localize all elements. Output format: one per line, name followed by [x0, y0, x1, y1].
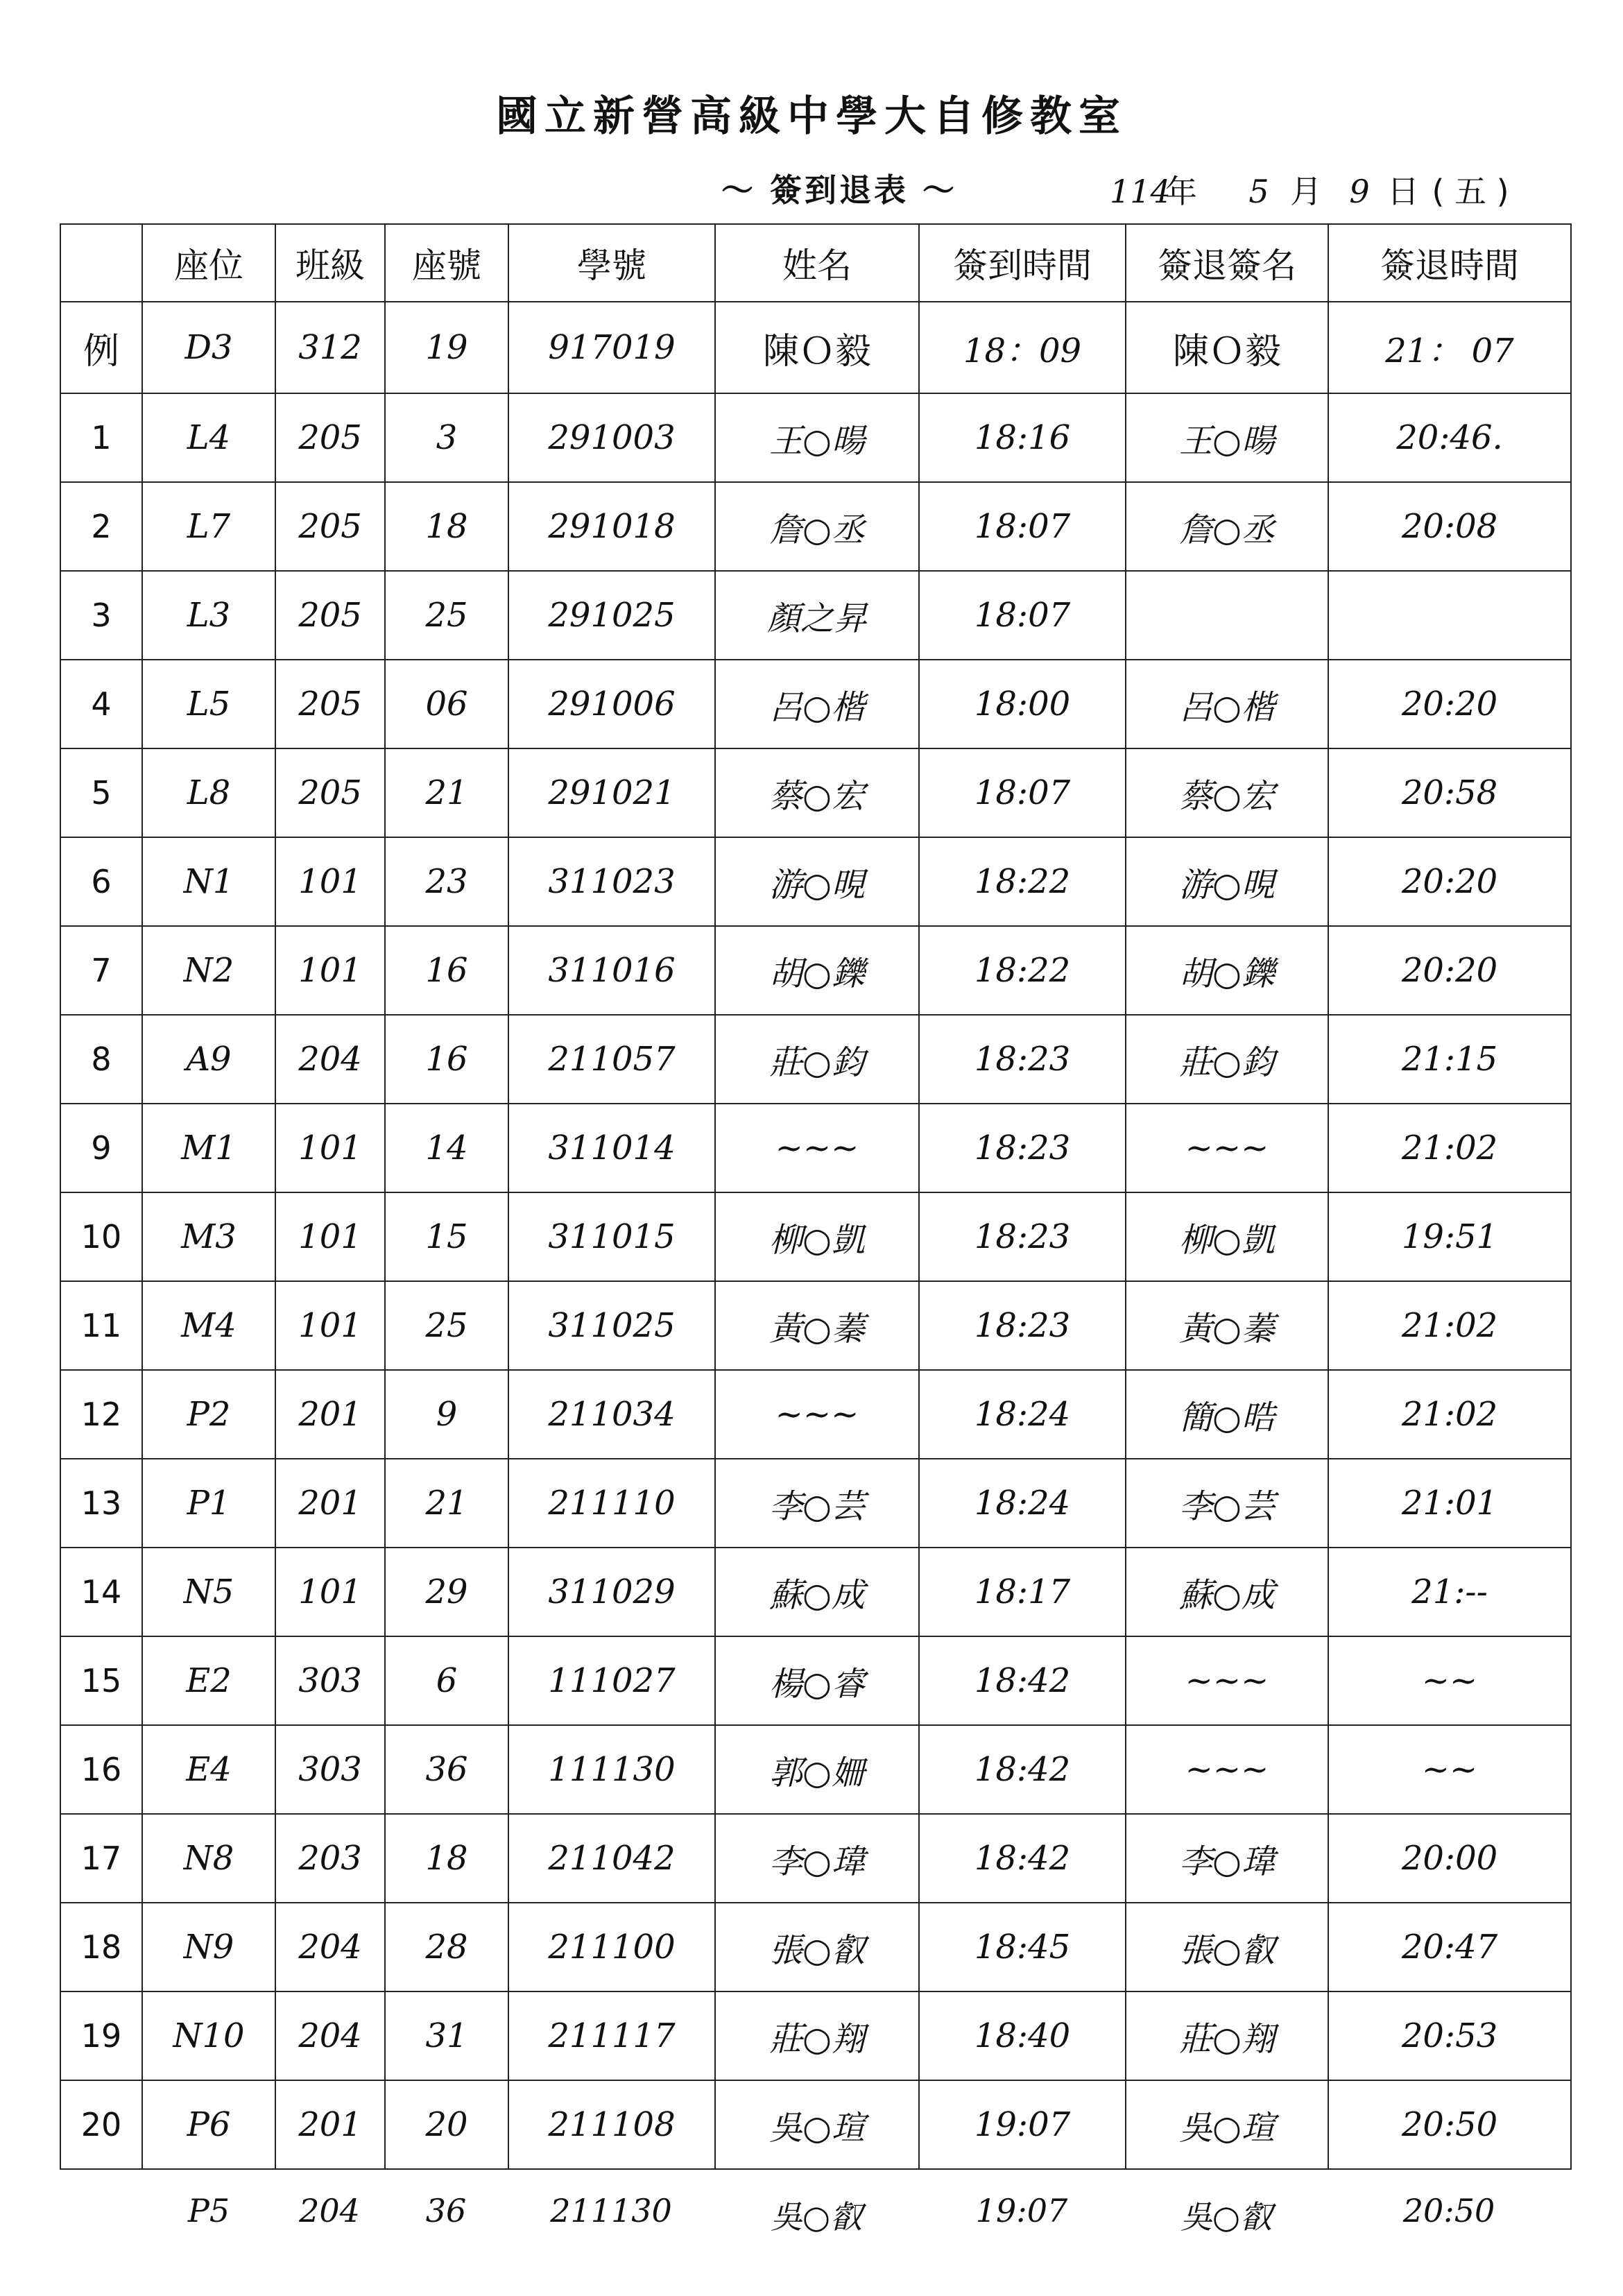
- cell-name: 詹○丞: [715, 482, 919, 571]
- cell-in-time: 18:23: [919, 1281, 1126, 1370]
- cell-number: 14: [385, 1104, 508, 1192]
- cell-out-sign: 蔡○宏: [1126, 748, 1328, 837]
- cell-index: 18: [60, 1903, 142, 1991]
- column-header-student-id: 學號: [508, 224, 715, 302]
- cell-class: 201: [275, 1459, 385, 1548]
- cell-seat: N10: [142, 1991, 275, 2080]
- cell-number: 36: [385, 1725, 508, 1814]
- cell-number: 29: [385, 1548, 508, 1636]
- cell-name: 顏之昇: [715, 571, 919, 660]
- cell-index: 13: [60, 1459, 142, 1548]
- cell-out-time: [1328, 571, 1571, 660]
- cell-index: 20: [60, 2080, 142, 2169]
- cell-out-time: 20:46.: [1328, 393, 1571, 482]
- cell-in-time: 18:07: [919, 571, 1126, 660]
- cell-number: 16: [385, 1015, 508, 1104]
- cell-class: 203: [275, 1814, 385, 1903]
- table-header-row: [60, 224, 1571, 302]
- cell-in-time: 18:22: [919, 837, 1126, 926]
- cell-index: 12: [60, 1370, 142, 1459]
- cell-out-time: 21:02: [1328, 1104, 1571, 1192]
- table-row: [60, 1903, 1571, 1991]
- cell-student-id: 291021: [508, 748, 715, 837]
- cell-number: 25: [385, 1281, 508, 1370]
- cell-name: 李○瑋: [715, 1814, 919, 1903]
- extra-seat: P5: [187, 2192, 230, 2229]
- cell-class: 101: [275, 1281, 385, 1370]
- cell-out-time: 21： 07: [1328, 302, 1571, 393]
- cell-out-time: 20:08: [1328, 482, 1571, 571]
- cell-class: 201: [275, 2080, 385, 2169]
- cell-number: 3: [385, 393, 508, 482]
- date-month: 5: [1248, 173, 1269, 210]
- cell-student-id: 291025: [508, 571, 715, 660]
- cell-seat: N2: [142, 926, 275, 1015]
- cell-student-id: 311023: [508, 837, 715, 926]
- cell-out-time: 21:01: [1328, 1459, 1571, 1548]
- cell-class: 205: [275, 571, 385, 660]
- table-row: [60, 393, 1571, 482]
- cell-in-time: 18:00: [919, 660, 1126, 748]
- cell-out-sign: 黃○蓁: [1126, 1281, 1328, 1370]
- cell-out-sign: 柳○凱: [1126, 1192, 1328, 1281]
- cell-number: 15: [385, 1192, 508, 1281]
- cell-out-sign: ~~~: [1126, 1636, 1328, 1725]
- cell-index: 1: [60, 393, 142, 482]
- cell-out-time: 20:58: [1328, 748, 1571, 837]
- cell-seat: A9: [142, 1015, 275, 1104]
- cell-class: 101: [275, 1548, 385, 1636]
- cell-out-sign: 莊○鈞: [1126, 1015, 1328, 1104]
- table-row: [60, 1991, 1571, 2080]
- cell-in-time: 18:07: [919, 482, 1126, 571]
- cell-name: 蘇○成: [715, 1548, 919, 1636]
- cell-student-id: 291003: [508, 393, 715, 482]
- cell-index: 9: [60, 1104, 142, 1192]
- cell-seat: P6: [142, 2080, 275, 2169]
- cell-index: 3: [60, 571, 142, 660]
- table-row: [60, 1636, 1571, 1725]
- cell-out-time: 20:20: [1328, 660, 1571, 748]
- cell-class: 312: [275, 302, 385, 393]
- cell-class: 205: [275, 660, 385, 748]
- cell-class: 204: [275, 1903, 385, 1991]
- cell-index: 6: [60, 837, 142, 926]
- cell-in-time: 19:07: [919, 2080, 1126, 2169]
- cell-index: 5: [60, 748, 142, 837]
- table-row: [60, 1370, 1571, 1459]
- cell-name: 柳○凱: [715, 1192, 919, 1281]
- cell-seat: L5: [142, 660, 275, 748]
- cell-class: 101: [275, 1104, 385, 1192]
- table-row: [60, 837, 1571, 926]
- cell-student-id: 311029: [508, 1548, 715, 1636]
- cell-student-id: 311025: [508, 1281, 715, 1370]
- cell-seat: P2: [142, 1370, 275, 1459]
- cell-class: 205: [275, 482, 385, 571]
- cell-seat: L7: [142, 482, 275, 571]
- cell-student-id: 291006: [508, 660, 715, 748]
- cell-seat: P1: [142, 1459, 275, 1548]
- cell-in-time: 18:24: [919, 1370, 1126, 1459]
- cell-class: 205: [275, 393, 385, 482]
- column-header-index: [60, 224, 142, 302]
- column-header-out-sign: 簽退簽名: [1126, 224, 1328, 302]
- cell-index: 19: [60, 1991, 142, 2080]
- cell-out-time: 20:47: [1328, 1903, 1571, 1991]
- cell-name: 胡○鑠: [715, 926, 919, 1015]
- cell-out-time: 21:02: [1328, 1370, 1571, 1459]
- sheet-date: [1110, 166, 1512, 211]
- sheet-subtitle: ～ 簽到退表 ～: [721, 171, 958, 209]
- cell-out-sign: 吳○瑄: [1126, 2080, 1328, 2169]
- cell-out-sign: 陳Ｏ毅: [1126, 302, 1328, 393]
- cell-seat: M1: [142, 1104, 275, 1192]
- cell-class: 101: [275, 1192, 385, 1281]
- date-weekday: ( 五 ): [1432, 173, 1509, 210]
- cell-name: 黃○蓁: [715, 1281, 919, 1370]
- cell-out-sign: 王○暘: [1126, 393, 1328, 482]
- cell-number: 20: [385, 2080, 508, 2169]
- cell-student-id: 211034: [508, 1370, 715, 1459]
- column-header-seat: 座位: [142, 224, 275, 302]
- cell-name: 張○叡: [715, 1903, 919, 1991]
- cell-number: 06: [385, 660, 508, 748]
- cell-number: 19: [385, 302, 508, 393]
- cell-student-id: 311015: [508, 1192, 715, 1281]
- extra-number: 36: [425, 2192, 467, 2229]
- cell-out-time: 20:20: [1328, 926, 1571, 1015]
- column-header-number: 座號: [385, 224, 508, 302]
- cell-index: 17: [60, 1814, 142, 1903]
- cell-out-time: ~~: [1328, 1725, 1571, 1814]
- cell-out-time: 21:15: [1328, 1015, 1571, 1104]
- table-row: [60, 482, 1571, 571]
- table-row: [60, 571, 1571, 660]
- extra-student-id: 211130: [550, 2192, 672, 2229]
- cell-name: 莊○翔: [715, 1991, 919, 2080]
- cell-out-sign: ~~~: [1126, 1725, 1328, 1814]
- table-row: [60, 1192, 1571, 1281]
- cell-out-sign: 胡○鑠: [1126, 926, 1328, 1015]
- example-row: [60, 302, 1571, 393]
- cell-index: 7: [60, 926, 142, 1015]
- cell-number: 18: [385, 1814, 508, 1903]
- cell-index: 4: [60, 660, 142, 748]
- cell-index: 15: [60, 1636, 142, 1725]
- table-row: [60, 2080, 1571, 2169]
- column-header-out-time: 簽退時間: [1328, 224, 1571, 302]
- cell-class: 205: [275, 748, 385, 837]
- cell-in-time: 18:16: [919, 393, 1126, 482]
- cell-in-time: 18:17: [919, 1548, 1126, 1636]
- cell-in-time: 18:23: [919, 1192, 1126, 1281]
- cell-index: 10: [60, 1192, 142, 1281]
- cell-in-time: 18：09: [919, 302, 1126, 393]
- cell-in-time: 18:42: [919, 1636, 1126, 1725]
- cell-index: 例: [60, 302, 142, 393]
- cell-name: 呂○楷: [715, 660, 919, 748]
- cell-name: 游○晛: [715, 837, 919, 926]
- cell-seat: N1: [142, 837, 275, 926]
- table-row: [60, 1459, 1571, 1548]
- cell-in-time: 18:45: [919, 1903, 1126, 1991]
- cell-name: 郭○姍: [715, 1725, 919, 1814]
- cell-name: 蔡○宏: [715, 748, 919, 837]
- cell-class: 303: [275, 1725, 385, 1814]
- cell-out-sign: ~~~: [1126, 1104, 1328, 1192]
- cell-student-id: 211100: [508, 1903, 715, 1991]
- extra-out-time: 20:50: [1402, 2192, 1495, 2229]
- cell-seat: M3: [142, 1192, 275, 1281]
- cell-out-sign: 李○瑋: [1126, 1814, 1328, 1903]
- cell-student-id: 111130: [508, 1725, 715, 1814]
- cell-class: 303: [275, 1636, 385, 1725]
- cell-number: 16: [385, 926, 508, 1015]
- cell-out-time: 21:02: [1328, 1281, 1571, 1370]
- cell-seat: N5: [142, 1548, 275, 1636]
- extra-name: 吳○叡: [770, 2198, 863, 2236]
- cell-in-time: 18:42: [919, 1725, 1126, 1814]
- cell-number: 9: [385, 1370, 508, 1459]
- table-row: [60, 1814, 1571, 1903]
- table-row: [60, 748, 1571, 837]
- cell-name: 王○暘: [715, 393, 919, 482]
- cell-out-time: 19:51: [1328, 1192, 1571, 1281]
- date-year-label: 年: [1165, 173, 1197, 210]
- cell-number: 6: [385, 1636, 508, 1725]
- extra-in-time: 19:07: [975, 2192, 1068, 2229]
- extra-out-sign: 吳○叡: [1180, 2198, 1273, 2236]
- sign-in-table: [60, 223, 1572, 2170]
- date-day-label: 日: [1387, 173, 1419, 210]
- cell-out-sign: 簡○晧: [1126, 1370, 1328, 1459]
- cell-class: 201: [275, 1370, 385, 1459]
- table-row: [60, 1104, 1571, 1192]
- cell-name: 莊○鈞: [715, 1015, 919, 1104]
- cell-seat: M4: [142, 1281, 275, 1370]
- sheet-title: 國立新營高級中學大自修教室: [496, 92, 1127, 141]
- cell-in-time: 18:40: [919, 1991, 1126, 2080]
- cell-out-sign: 李○芸: [1126, 1459, 1328, 1548]
- cell-out-time: 21:--: [1328, 1548, 1571, 1636]
- cell-student-id: 211110: [508, 1459, 715, 1548]
- cell-name: 吳○瑄: [715, 2080, 919, 2169]
- cell-name: ~~~: [715, 1104, 919, 1192]
- cell-name: 楊○睿: [715, 1636, 919, 1725]
- cell-in-time: 18:22: [919, 926, 1126, 1015]
- table-row: [60, 1281, 1571, 1370]
- cell-out-time: 20:53: [1328, 1991, 1571, 2080]
- cell-in-time: 18:23: [919, 1015, 1126, 1104]
- cell-seat: L4: [142, 393, 275, 482]
- cell-index: 14: [60, 1548, 142, 1636]
- cell-number: 31: [385, 1991, 508, 2080]
- cell-class: 204: [275, 1015, 385, 1104]
- cell-student-id: 917019: [508, 302, 715, 393]
- cell-out-sign: 呂○楷: [1126, 660, 1328, 748]
- cell-index: 16: [60, 1725, 142, 1814]
- cell-student-id: 111027: [508, 1636, 715, 1725]
- cell-out-sign: 詹○丞: [1126, 482, 1328, 571]
- date-year: 114: [1110, 173, 1171, 210]
- cell-number: 21: [385, 1459, 508, 1548]
- cell-in-time: 18:23: [919, 1104, 1126, 1192]
- cell-class: 101: [275, 926, 385, 1015]
- table-row: [60, 1725, 1571, 1814]
- cell-seat: N8: [142, 1814, 275, 1903]
- cell-student-id: 211057: [508, 1015, 715, 1104]
- cell-seat: L3: [142, 571, 275, 660]
- cell-out-sign: [1126, 571, 1328, 660]
- cell-seat: E4: [142, 1725, 275, 1814]
- cell-number: 28: [385, 1903, 508, 1991]
- cell-student-id: 211117: [508, 1991, 715, 2080]
- cell-student-id: 311016: [508, 926, 715, 1015]
- cell-in-time: 18:24: [919, 1459, 1126, 1548]
- cell-seat: E2: [142, 1636, 275, 1725]
- cell-in-time: 18:42: [919, 1814, 1126, 1903]
- cell-class: 204: [275, 1991, 385, 2080]
- cell-student-id: 291018: [508, 482, 715, 571]
- cell-out-sign: 游○晛: [1126, 837, 1328, 926]
- cell-name: 李○芸: [715, 1459, 919, 1548]
- cell-index: 8: [60, 1015, 142, 1104]
- cell-number: 25: [385, 571, 508, 660]
- column-header-name: 姓名: [715, 224, 919, 302]
- cell-out-time: 20:20: [1328, 837, 1571, 926]
- extra-class: 204: [299, 2192, 360, 2229]
- cell-seat: N9: [142, 1903, 275, 1991]
- table-row: [60, 926, 1571, 1015]
- cell-out-time: ~~: [1328, 1636, 1571, 1725]
- cell-out-time: 20:50: [1328, 2080, 1571, 2169]
- date-month-label: 月: [1290, 173, 1322, 210]
- cell-student-id: 211042: [508, 1814, 715, 1903]
- extra-handwritten-row: [60, 2171, 1570, 2261]
- cell-number: 18: [385, 482, 508, 571]
- cell-seat: D3: [142, 302, 275, 393]
- cell-index: 2: [60, 482, 142, 571]
- cell-in-time: 18:07: [919, 748, 1126, 837]
- table-row: [60, 660, 1571, 748]
- cell-name: ~~~: [715, 1370, 919, 1459]
- column-header-class: 班級: [275, 224, 385, 302]
- date-day: 9: [1349, 173, 1370, 210]
- table-row: [60, 1548, 1571, 1636]
- cell-number: 23: [385, 837, 508, 926]
- cell-out-sign: 張○叡: [1126, 1903, 1328, 1991]
- cell-number: 21: [385, 748, 508, 837]
- cell-student-id: 311014: [508, 1104, 715, 1192]
- column-header-in-time: 簽到時間: [919, 224, 1126, 302]
- table-row: [60, 1015, 1571, 1104]
- cell-name: 陳Ｏ毅: [715, 302, 919, 393]
- cell-out-sign: 蘇○成: [1126, 1548, 1328, 1636]
- cell-out-time: 20:00: [1328, 1814, 1571, 1903]
- cell-seat: L8: [142, 748, 275, 837]
- cell-student-id: 211108: [508, 2080, 715, 2169]
- cell-index: 11: [60, 1281, 142, 1370]
- cell-out-sign: 莊○翔: [1126, 1991, 1328, 2080]
- cell-class: 101: [275, 837, 385, 926]
